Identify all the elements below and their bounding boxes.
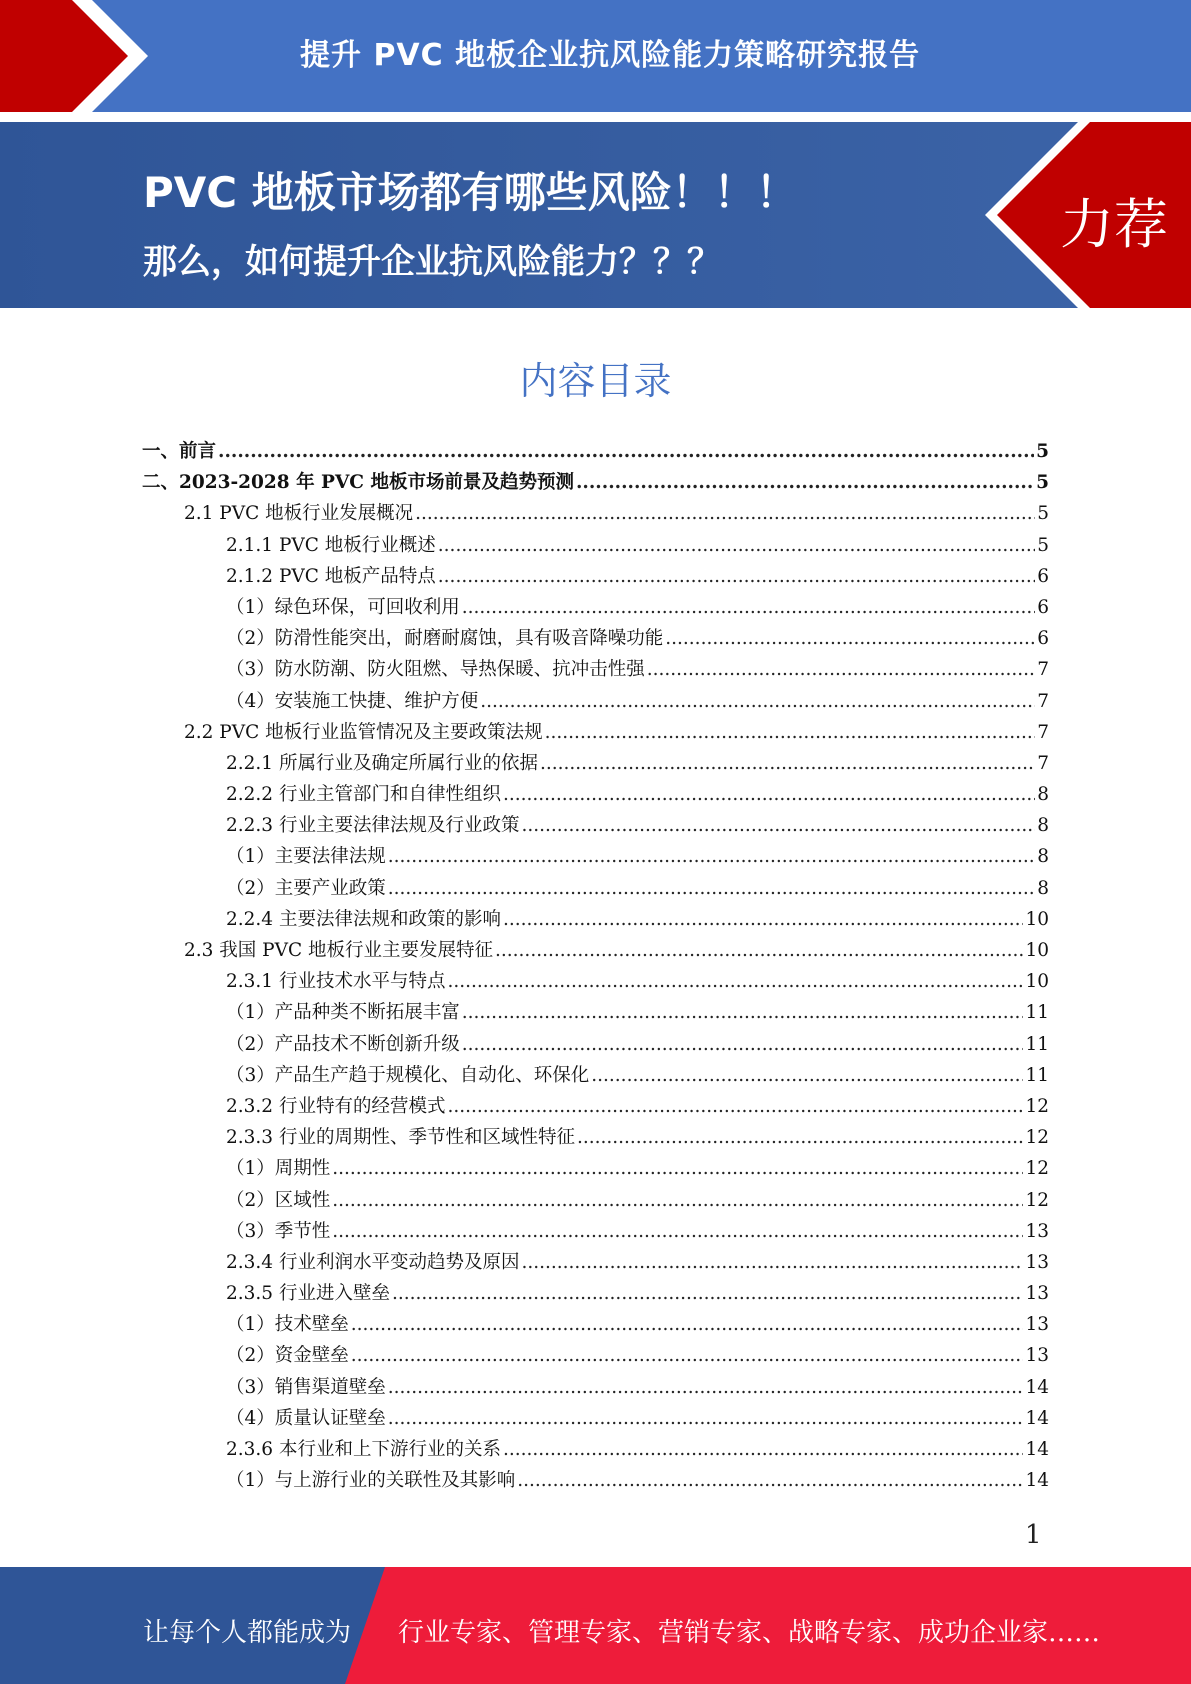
- toc-entry[interactable]: [142, 1029, 1049, 1060]
- toc-entry[interactable]: [142, 1465, 1049, 1496]
- toc-entry-page: 10: [1025, 940, 1049, 961]
- toc-entry[interactable]: [142, 1060, 1049, 1091]
- toc-leader-dots: [218, 436, 1034, 467]
- toc-entry-label: （3）防水防潮、防火阻燃、导热保暖、抗冲击性强: [226, 659, 645, 681]
- toc-entry[interactable]: [142, 1153, 1049, 1184]
- toc-leader-dots: [521, 1247, 1023, 1278]
- toc-leader-dots: [665, 623, 1035, 654]
- toc-entry-page: 8: [1037, 784, 1049, 806]
- toc-entry[interactable]: [142, 686, 1049, 717]
- toc-entry-page: 6: [1037, 565, 1049, 587]
- toc-entry[interactable]: [142, 810, 1049, 841]
- toc-leader-dots: [415, 498, 1035, 529]
- footer-bar: [0, 1567, 1191, 1684]
- toc-entry-page: 13: [1025, 1220, 1049, 1242]
- toc-leader-dots: [332, 1216, 1023, 1247]
- report-title: 提升 PVC 地板企业抗风险能力策略研究报告: [300, 38, 921, 73]
- toc-entry-page: 12: [1025, 1158, 1049, 1180]
- toc-entry[interactable]: [142, 1247, 1049, 1278]
- toc-entry[interactable]: [142, 1372, 1049, 1403]
- toc-leader-dots: [495, 935, 1023, 966]
- toc-entry-page: 12: [1025, 1095, 1049, 1117]
- toc-leader-dots: [332, 1153, 1023, 1184]
- toc-leader-dots: [540, 748, 1035, 779]
- toc-entry[interactable]: [142, 748, 1049, 779]
- toc-entry-label: （3）销售渠道壁垒: [226, 1376, 386, 1398]
- table-of-contents: [142, 436, 1049, 1496]
- toc-entry[interactable]: [142, 1091, 1049, 1122]
- toc-entry[interactable]: [142, 966, 1049, 997]
- toc-entry[interactable]: [142, 873, 1049, 904]
- toc-leader-dots: [388, 1403, 1024, 1434]
- toc-entry-label: 2.3.1 行业技术水平与特点: [226, 971, 446, 993]
- toc-leader-dots: [517, 1465, 1023, 1496]
- toc-leader-dots: [438, 530, 1035, 561]
- toc-entry-page: 7: [1037, 690, 1049, 712]
- toc-entry-page: 7: [1037, 659, 1049, 681]
- toc-leader-dots: [332, 1185, 1023, 1216]
- toc-entry[interactable]: [142, 1434, 1049, 1465]
- toc-entry[interactable]: [142, 1122, 1049, 1153]
- toc-entry-label: （1）主要法律法规: [226, 846, 386, 868]
- footer-slogan-right: 行业专家、管理专家、营销专家、战略专家、成功企业家……: [398, 1618, 1101, 1648]
- toc-entry-label: 2.1 PVC 地板行业发展概况: [184, 503, 414, 525]
- toc-entry-label: 2.2.2 行业主管部门和自律性组织: [226, 784, 501, 806]
- toc-entry[interactable]: [142, 1340, 1049, 1371]
- toc-leader-dots: [462, 1029, 1024, 1060]
- toc-entry-label: 2.1.1 PVC 地板行业概述: [226, 534, 436, 556]
- toc-entry-page: 10: [1025, 908, 1049, 930]
- toc-leader-dots: [388, 873, 1035, 904]
- toc-entry-label: （2）主要产业政策: [226, 877, 386, 899]
- toc-entry-page: 7: [1037, 721, 1049, 743]
- toc-entry-page: 8: [1037, 815, 1049, 837]
- toc-entry-label: 2.1.2 PVC 地板产品特点: [226, 565, 436, 587]
- toc-leader-dots: [503, 1434, 1023, 1465]
- top-header-bar: [0, 0, 1191, 112]
- toc-heading: 内容目录: [519, 359, 672, 403]
- toc-entry-page: 13: [1025, 1251, 1049, 1273]
- toc-leader-dots: [351, 1340, 1024, 1371]
- hero-banner: [0, 122, 1191, 308]
- toc-entry-page: 14: [1025, 1407, 1049, 1429]
- toc-entry-page: 13: [1025, 1345, 1049, 1367]
- toc-entry-label: 2.2.3 行业主要法律法规及行业政策: [226, 815, 520, 837]
- toc-leader-dots: [392, 1278, 1023, 1309]
- toc-entry-label: 2.2.4 主要法律法规和政策的影响: [226, 908, 501, 930]
- toc-entry[interactable]: [142, 623, 1049, 654]
- toc-entry-label: （4）质量认证壁垒: [226, 1407, 386, 1429]
- toc-entry-label: 2.3 我国 PVC 地板行业主要发展特征: [184, 940, 494, 961]
- toc-entry-label: 一、前言: [142, 441, 217, 462]
- footer-slogan-left: 让每个人都能成为: [143, 1618, 352, 1648]
- toc-entry[interactable]: [142, 561, 1049, 592]
- toc-leader-dots: [503, 904, 1023, 935]
- toc-entry-page: 11: [1025, 1033, 1049, 1055]
- toc-entry[interactable]: [142, 436, 1049, 467]
- toc-entry[interactable]: [142, 530, 1049, 561]
- toc-entry-page: 5: [1036, 441, 1049, 462]
- toc-leader-dots: [351, 1309, 1024, 1340]
- toc-leader-dots: [447, 966, 1023, 997]
- toc-entry-page: 8: [1037, 877, 1049, 899]
- toc-entry-label: （3）季节性: [226, 1220, 331, 1242]
- toc-entry-label: 2.2.1 所属行业及确定所属行业的依据: [226, 752, 538, 774]
- toc-entry-label: 2.3.3 行业的周期性、季节性和区域性特征: [226, 1127, 575, 1149]
- toc-entry-label: 2.3.4 行业利润水平变动趋势及原因: [226, 1251, 520, 1273]
- toc-entry[interactable]: [142, 717, 1049, 748]
- toc-leader-dots: [521, 810, 1035, 841]
- toc-entry[interactable]: [142, 654, 1049, 685]
- toc-entry[interactable]: [142, 779, 1049, 810]
- toc-leader-dots: [545, 717, 1036, 748]
- toc-entry-page: 6: [1037, 628, 1049, 650]
- toc-entry-page: 13: [1025, 1283, 1049, 1305]
- toc-leader-dots: [388, 841, 1035, 872]
- toc-entry-label: 2.2 PVC 地板行业监管情况及主要政策法规: [184, 721, 543, 743]
- toc-entry-label: 2.3.2 行业特有的经营模式: [226, 1095, 446, 1117]
- toc-entry[interactable]: [142, 904, 1049, 935]
- toc-entry-page: 12: [1025, 1127, 1049, 1149]
- toc-entry-label: （1）周期性: [226, 1158, 331, 1180]
- toc-entry-page: 5: [1037, 503, 1049, 525]
- toc-leader-dots: [577, 1122, 1023, 1153]
- toc-entry-page: 5: [1037, 534, 1049, 556]
- banner-subheadline: 那么，如何提升企业抗风险能力？？？: [143, 242, 721, 282]
- toc-entry-page: 14: [1025, 1470, 1049, 1492]
- toc-entry-page: 11: [1025, 1002, 1049, 1024]
- toc-entry-page: 12: [1025, 1189, 1049, 1211]
- toc-entry-page: 5: [1036, 472, 1049, 494]
- toc-entry-label: （2）产品技术不断创新升级: [226, 1033, 460, 1055]
- toc-leader-dots: [462, 997, 1024, 1028]
- toc-entry-page: 8: [1037, 846, 1049, 868]
- toc-leader-dots: [388, 1372, 1024, 1403]
- toc-entry-label: （4）安装施工快捷、维护方便: [226, 690, 479, 712]
- toc-entry-label: （1）绿色环保，可回收利用: [226, 596, 460, 618]
- toc-entry-page: 14: [1025, 1439, 1049, 1460]
- toc-leader-dots: [480, 686, 1035, 717]
- recommend-badge: 力荐: [1060, 193, 1168, 256]
- toc-entry[interactable]: [142, 1309, 1049, 1340]
- toc-entry-page: 11: [1025, 1064, 1049, 1086]
- toc-entry-label: 2.3.5 行业进入壁垒: [226, 1283, 390, 1305]
- toc-entry[interactable]: [142, 498, 1049, 529]
- toc-leader-dots: [591, 1060, 1023, 1091]
- toc-entry-label: （1）产品种类不断拓展丰富: [226, 1002, 460, 1024]
- toc-leader-dots: [438, 561, 1035, 592]
- toc-entry-label: （2）区域性: [226, 1189, 331, 1211]
- toc-entry[interactable]: [142, 935, 1049, 966]
- toc-entry-label: （2）资金壁垒: [226, 1345, 349, 1367]
- toc-leader-dots: [647, 654, 1035, 685]
- toc-entry[interactable]: [142, 467, 1049, 498]
- toc-entry[interactable]: [142, 1403, 1049, 1434]
- toc-leader-dots: [503, 779, 1035, 810]
- toc-entry[interactable]: [142, 592, 1049, 623]
- toc-leader-dots: [576, 467, 1034, 498]
- toc-entry-label: 2.3.6 本行业和上下游行业的关系: [226, 1439, 501, 1460]
- toc-entry[interactable]: [142, 1216, 1049, 1247]
- toc-entry-page: 14: [1025, 1376, 1049, 1398]
- toc-entry-page: 6: [1037, 596, 1049, 618]
- toc-entry-label: 二、2023-2028 年 PVC 地板市场前景及趋势预测: [142, 472, 574, 494]
- toc-entry[interactable]: [142, 841, 1049, 872]
- page-number: 1: [1025, 1520, 1042, 1550]
- toc-entry-label: （1）技术壁垒: [226, 1314, 349, 1336]
- toc-entry-page: 10: [1025, 971, 1049, 993]
- toc-entry-page: 7: [1037, 752, 1049, 774]
- toc-leader-dots: [447, 1091, 1023, 1122]
- toc-leader-dots: [462, 592, 1035, 623]
- banner-headline: PVC 地板市场都有哪些风险！！！: [143, 168, 798, 217]
- toc-entry-label: （2）防滑性能突出，耐磨耐腐蚀，具有吸音降噪功能: [226, 628, 664, 650]
- toc-entry-label: （1）与上游行业的关联性及其影响: [226, 1470, 516, 1492]
- toc-entry-label: （3）产品生产趋于规模化、自动化、环保化: [226, 1064, 590, 1086]
- toc-entry[interactable]: [142, 1185, 1049, 1216]
- toc-entry[interactable]: [142, 997, 1049, 1028]
- toc-entry-page: 13: [1025, 1314, 1049, 1336]
- toc-entry[interactable]: [142, 1278, 1049, 1309]
